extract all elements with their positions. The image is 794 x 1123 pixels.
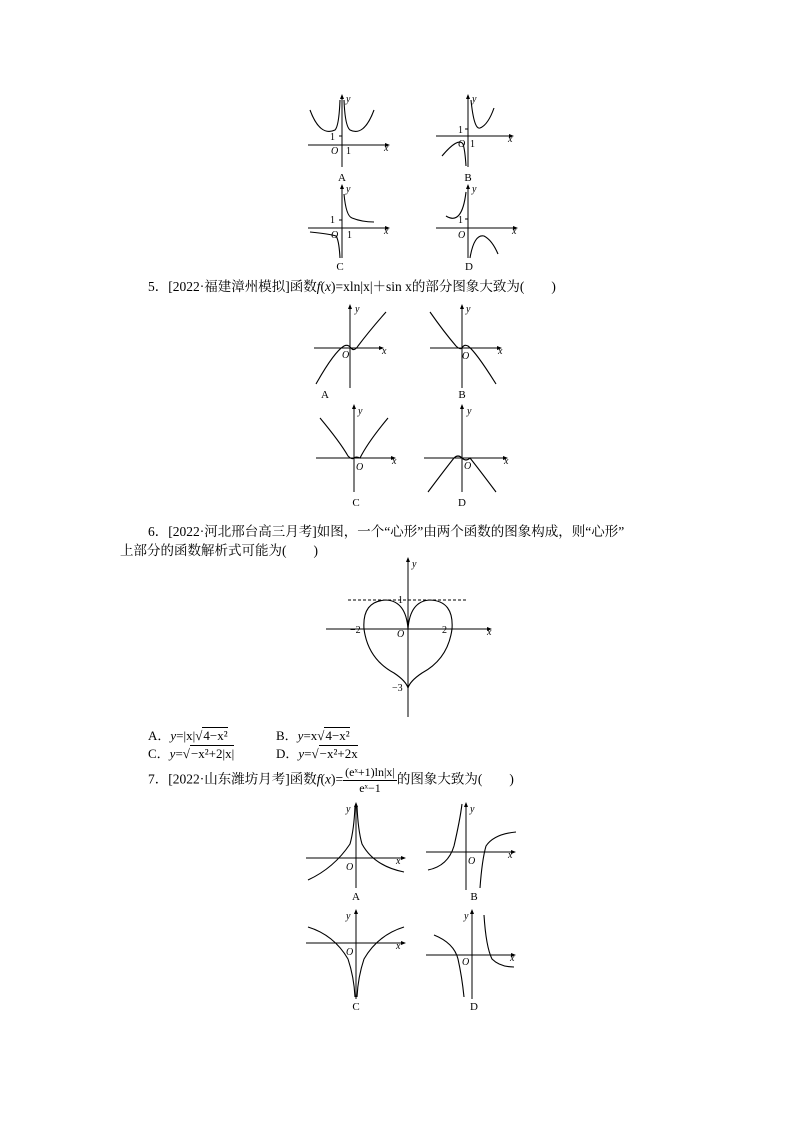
svg-text:O: O	[464, 461, 472, 472]
svg-text:O: O	[331, 230, 339, 241]
svg-text:y: y	[467, 406, 472, 417]
q5-graph-b	[426, 302, 516, 394]
svg-text:x: x	[392, 456, 397, 467]
svg-text:x: x	[508, 134, 513, 145]
q7-label-b: B	[470, 891, 478, 903]
svg-text:1: 1	[330, 215, 335, 226]
svg-text:x: x	[498, 346, 503, 357]
q4-graph-b	[428, 92, 523, 170]
svg-text:O: O	[458, 230, 466, 241]
q4-label-a: A	[338, 172, 346, 184]
svg-text:y: y	[358, 406, 363, 417]
svg-text:1: 1	[398, 595, 403, 606]
q7-graph-a	[304, 800, 414, 890]
svg-text:y: y	[472, 184, 477, 195]
svg-text:1: 1	[458, 125, 463, 136]
svg-text:−2: −2	[350, 625, 361, 636]
q5-label-d: D	[458, 497, 466, 509]
svg-text:y: y	[470, 804, 475, 815]
q5-label-a: A	[321, 389, 329, 401]
svg-text:y: y	[346, 911, 351, 922]
svg-text:O: O	[346, 862, 354, 873]
q4-graph-c	[300, 182, 395, 260]
q6-option-b[interactable]: B．y=x√4−x²	[276, 728, 350, 743]
svg-text:x: x	[382, 346, 387, 357]
svg-text:O: O	[356, 462, 364, 473]
svg-text:O: O	[458, 139, 466, 150]
svg-text:O: O	[331, 146, 339, 157]
q6-stem-line2: 上部分的函数解析式可能为( )	[120, 543, 318, 558]
q6-stem-line1: 6．[2022·河北邢台高三月考]如图，一个“心形”由两个函数的图象构成，则“心形”	[148, 524, 625, 539]
svg-text:x: x	[504, 456, 509, 467]
svg-text:O: O	[462, 957, 470, 968]
svg-text:x: x	[510, 953, 515, 964]
q6-option-c[interactable]: C．y=√−x²+2|x|	[148, 746, 235, 761]
svg-text:x: x	[396, 856, 401, 867]
q7-label-c: C	[352, 1001, 360, 1013]
q7-label-a: A	[352, 891, 360, 903]
q7-graph-d	[424, 907, 524, 1002]
svg-text:1: 1	[470, 139, 475, 150]
q6-heart-graph	[324, 555, 504, 720]
svg-text:x: x	[396, 941, 401, 952]
q4-graph-a	[300, 92, 395, 170]
svg-text:O: O	[468, 856, 476, 867]
q5-graph-d	[420, 402, 515, 494]
svg-text:y: y	[346, 804, 351, 815]
svg-text:y: y	[412, 559, 417, 570]
q6-option-a[interactable]: A．y=|x|√4−x²	[148, 728, 228, 743]
q6-option-d[interactable]: D．y=√−x²+2x	[276, 746, 358, 761]
svg-text:O: O	[397, 629, 405, 640]
svg-text:O: O	[346, 947, 354, 958]
svg-text:y: y	[346, 184, 351, 195]
svg-text:O: O	[342, 350, 350, 361]
q5-graph-a	[310, 302, 400, 394]
svg-text:1: 1	[458, 215, 463, 226]
svg-text:y: y	[346, 94, 351, 105]
q4-label-c: C	[336, 261, 344, 273]
q5-stem: 5．[2022·福建漳州模拟]函数f(x)=xln|x|＋sin x的部分图象大致为( )	[148, 279, 556, 294]
svg-text:2: 2	[442, 625, 447, 636]
svg-text:y: y	[355, 304, 360, 315]
svg-text:x: x	[384, 226, 389, 237]
q4-label-d: D	[465, 261, 473, 273]
svg-text:x: x	[487, 627, 492, 638]
svg-text:x: x	[508, 850, 513, 861]
svg-text:−3: −3	[392, 683, 403, 694]
q4-graph-d	[428, 182, 523, 260]
svg-text:x: x	[512, 226, 517, 237]
svg-text:y: y	[466, 304, 471, 315]
svg-text:y: y	[464, 911, 469, 922]
q5-graph-c	[312, 402, 407, 494]
svg-text:O: O	[462, 351, 470, 362]
q5-label-b: B	[458, 389, 466, 401]
svg-text:1: 1	[330, 132, 335, 143]
svg-text:y: y	[472, 94, 477, 105]
svg-text:x: x	[384, 143, 389, 154]
q7-label-d: D	[470, 1001, 478, 1013]
svg-text:1: 1	[346, 146, 351, 157]
q5-label-c: C	[352, 497, 360, 509]
q4-label-b: B	[464, 172, 472, 184]
svg-text:1: 1	[347, 230, 352, 241]
q7-fraction: $\frac{\text{(eˣ+1)ln|x|}}{\text{eˣ−1}}$	[345, 765, 395, 795]
q7-stem: 7．[2022·山东潍坊月考]函数f(x)= $\frac{\text{(eˣ+1)ln|x|}}{\text{eˣ−1}}$ 的图象大致为( )	[148, 765, 514, 795]
q7-graph-b	[424, 800, 524, 892]
q7-graph-c	[304, 907, 414, 1002]
